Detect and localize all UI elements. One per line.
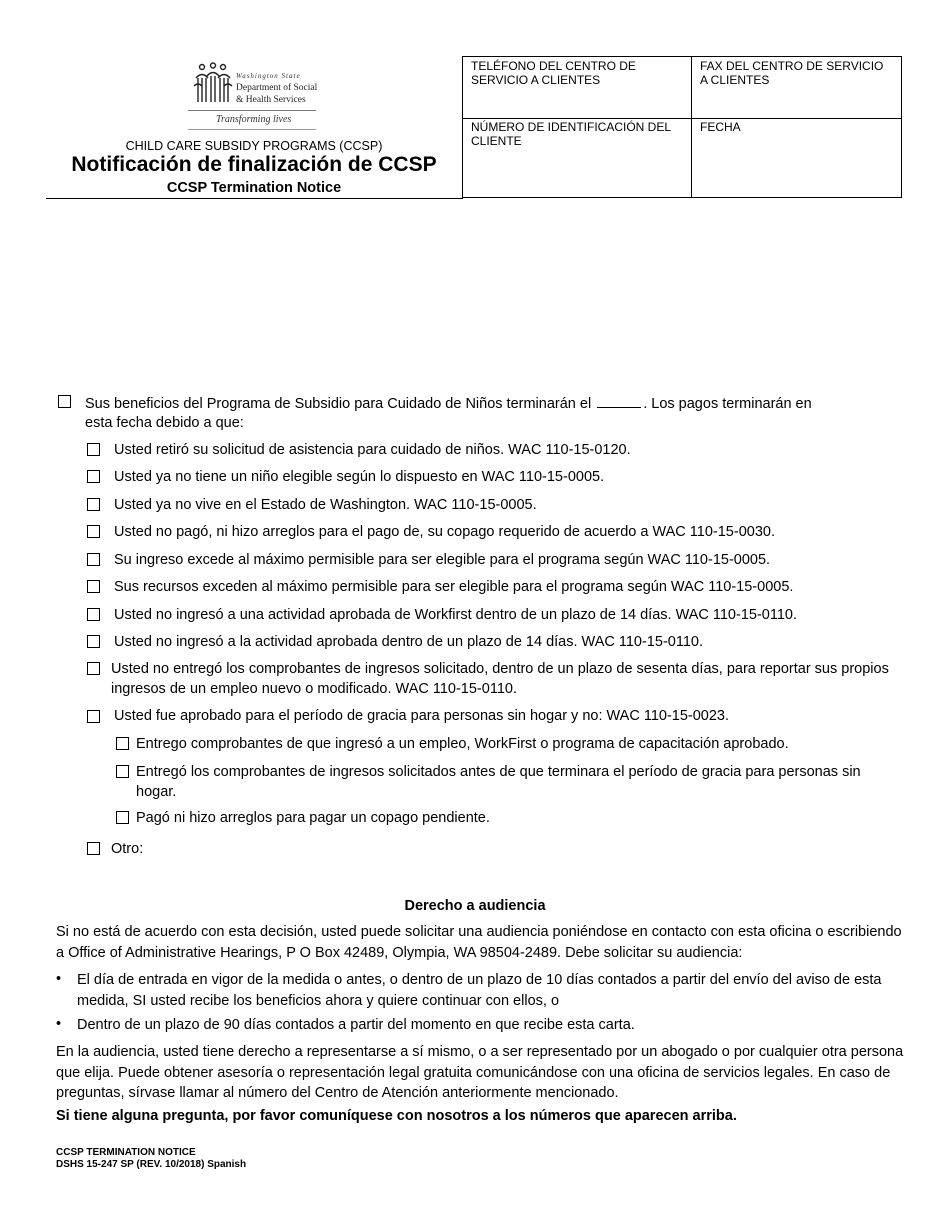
intro-text-b: . Los pagos terminarán en <box>643 396 812 412</box>
fax-label: FAX DEL CENTRO DE SERVICIO A CLIENTES <box>700 59 884 87</box>
logo-tagline: Transforming lives <box>216 114 292 125</box>
bullet-icon: • <box>56 971 62 987</box>
fax-field[interactable] <box>692 57 901 119</box>
date-field[interactable] <box>692 119 901 197</box>
dshs-figures-icon <box>192 62 234 104</box>
closing-statement: Si tiene alguna pregunta, por favor comuníquese con nosotros a los números que aparecen arriba. <box>56 1108 737 1124</box>
reason-checkbox[interactable] <box>87 470 100 483</box>
reason-checkbox[interactable] <box>87 662 100 675</box>
reason-checkbox[interactable] <box>87 498 100 511</box>
program-name: CHILD CARE SUBSIDY PROGRAMS (CCSP) <box>125 139 383 153</box>
reason-text: Sus recursos exceden al máximo permisible para ser elegible para el programa según WAC 110-15-0005. <box>114 579 794 595</box>
hearing-intro: Si no está de acuerdo con esta decisión, usted puede solicitar una audiencia poniéndose en contacto con esta oficina o escribiendo a Office of Administrative Hearings, P O Box 42489, Olympia, WA 98504-2489. Debe solicitar su audiencia: <box>56 924 902 961</box>
reason-checkbox[interactable] <box>87 443 100 456</box>
logo-dept-line2: & Health Services <box>236 95 306 105</box>
reason-text: Usted ya no tiene un niño elegible según lo dispuesto en WAC 110-15-0005. <box>114 469 605 485</box>
hearing-title: Derecho a audiencia <box>404 898 546 914</box>
termination-intro <box>85 393 812 414</box>
reason-checkbox[interactable] <box>87 710 100 723</box>
logo-state-text: Washington State <box>236 72 301 80</box>
reason-checkbox[interactable] <box>87 580 100 593</box>
reason-text: Usted no pagó, ni hizo arreglos para el pago de, su copago requerido de acuerdo a WAC 110-15-0030. <box>114 524 775 540</box>
end-date-blank[interactable] <box>597 393 641 408</box>
reason-text: Usted fue aprobado para el período de gracia para personas sin hogar y no: WAC 110-15-0023. <box>114 708 730 724</box>
intro-text-a: Sus beneficios del Programa de Subsidio para Cuidado de Niños terminarán el <box>85 396 592 412</box>
contact-info-table <box>462 56 902 198</box>
header-divider <box>46 198 463 199</box>
reason-text: Usted ya no vive en el Estado de Washington. WAC 110-15-0005. <box>114 497 537 513</box>
reason-checkbox[interactable] <box>87 608 100 621</box>
sub-reason-checkbox[interactable] <box>116 811 129 824</box>
termination-checkbox[interactable] <box>58 395 71 408</box>
logo-divider <box>188 129 316 130</box>
reason-text: Usted no entregó los comprobantes de ingresos solicitado, dentro de un plazo de sesenta días, para reportar sus propios ingresos de un empleo nuevo o modificado. WAC 110-15-0110. <box>111 661 889 697</box>
reason-text: Usted no ingresó a la actividad aprobada dentro de un plazo de 14 días. WAC 110-15-0110. <box>114 634 703 650</box>
hearing-rights: En la audiencia, usted tiene derecho a representarse a sí mismo, o a ser representado por un abogado o por cualquier otra persona que elija. Puede obtener asesoría o representación legal gratuita comunicándose con una oficina de servicios legales. En caso de preguntas, sírvase llamar al número del Centro de Atención anteriormente mencionado. <box>56 1044 904 1101</box>
date-label: FECHA <box>700 120 741 134</box>
sub-reason-checkbox[interactable] <box>116 765 129 778</box>
sub-reason-checkbox[interactable] <box>116 737 129 750</box>
reason-text: Su ingreso excede al máximo permisible para ser elegible para el programa según WAC 110-15-0005. <box>114 552 771 568</box>
sub-reason-text: Entrego comprobantes de que ingresó a un empleo, WorkFirst o programa de capacitación aprobado. <box>136 736 789 752</box>
hearing-bullet: Dentro de un plazo de 90 días contados a partir del momento en que recibe esta carta. <box>77 1017 635 1033</box>
reason-text: Usted no ingresó a una actividad aprobada de Workfirst dentro de un plazo de 14 días. WAC 110-15-0110. <box>114 607 797 623</box>
phone-label: TELÉFONO DEL CENTRO DE SERVICIO A CLIENTES <box>471 59 636 87</box>
reason-checkbox[interactable] <box>87 635 100 648</box>
client-id-field[interactable] <box>463 119 692 197</box>
page-title: Notificación de finalización de CCSP <box>71 153 437 176</box>
bullet-icon: • <box>56 1016 62 1032</box>
page-subtitle: CCSP Termination Notice <box>166 180 342 196</box>
reason-checkbox[interactable] <box>87 553 100 566</box>
phone-field[interactable] <box>463 57 692 119</box>
hearing-bullet: El día de entrada en vigor de la medida o antes, o dentro de un plazo de 10 días contados a partir del envío del aviso de esta medida, SI usted recibe los beneficios ahora y quiere continuar con ellos, o <box>77 972 882 1009</box>
logo-divider <box>188 110 316 111</box>
reason-text: Usted retiró su solicitud de asistencia para cuidado de niños. WAC 110-15-0120. <box>114 442 631 458</box>
other-checkbox[interactable] <box>87 842 100 855</box>
other-label: Otro: <box>111 841 144 857</box>
client-id-label: NÚMERO DE IDENTIFICACIÓN DEL CLIENTE <box>471 120 671 148</box>
dshs-logo <box>186 58 326 132</box>
sub-reason-text: Entregó los comprobantes de ingresos solicitados antes de que terminara el período de gracia para personas sin hogar. <box>136 764 861 800</box>
reason-checkbox[interactable] <box>87 525 100 538</box>
sub-reason-text: Pagó ni hizo arreglos para pagar un copago pendiente. <box>136 810 490 826</box>
form-footer-title: CCSP TERMINATION NOTICE <box>56 1147 196 1158</box>
form-footer-number: DSHS 15-247 SP (REV. 10/2018) Spanish <box>56 1159 247 1170</box>
termination-intro-cont: esta fecha debido a que: <box>85 415 244 431</box>
logo-dept-line1: Department of Social <box>236 83 318 93</box>
